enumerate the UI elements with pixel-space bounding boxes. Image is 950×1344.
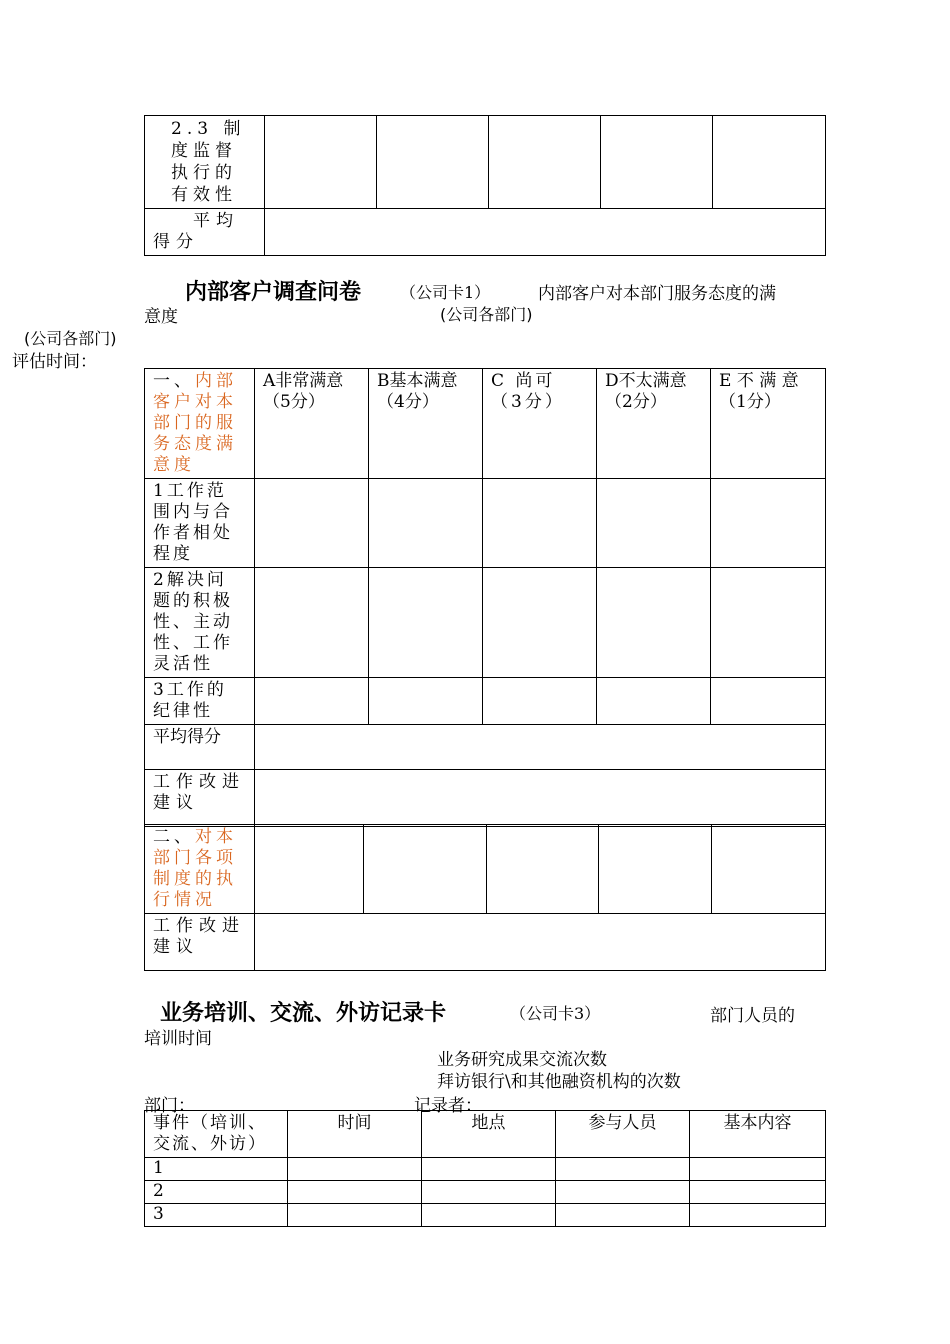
card3-dept-label: 部门： xyxy=(144,1096,195,1116)
option-c-header: C 尚可（3分） xyxy=(483,369,597,479)
row-label-average: 平均得分 xyxy=(145,209,265,256)
section2-prefix: 二、 xyxy=(153,827,195,847)
section1-header xyxy=(145,369,255,479)
section1-text: 内部客户对本部门的服务态度满意度 xyxy=(153,371,237,475)
col-header-event: 事件（培训、交流、外访） xyxy=(145,1111,288,1158)
score-cell[interactable] xyxy=(489,116,601,209)
section2-text: 对本部门各项制度的执行情况 xyxy=(153,827,237,910)
card3-title: 业务培训、交流、外访记录卡 xyxy=(160,1001,447,1026)
card3-line2: 业务研究成果交流次数 xyxy=(437,1050,607,1070)
row-number: 2 xyxy=(145,1181,288,1204)
rating-cell[interactable] xyxy=(369,568,483,678)
record-cell[interactable] xyxy=(422,1181,556,1204)
rating-cell[interactable] xyxy=(255,479,369,568)
suggestion-cell[interactable] xyxy=(255,914,826,971)
score-cell[interactable] xyxy=(601,116,713,209)
card3-line3: 拜访银行\和其他融资机构的次数 xyxy=(437,1072,681,1092)
row-number: 3 xyxy=(145,1204,288,1227)
record-cell[interactable] xyxy=(556,1204,690,1227)
card1-title: 内部客户调查问卷 xyxy=(185,280,362,305)
rating-cell[interactable] xyxy=(364,825,487,914)
rating-cell[interactable] xyxy=(483,678,597,725)
row-label-system-supervision: 2.3 制度监督执行的有效性 xyxy=(145,116,265,209)
option-b-header: B基本满意（4分） xyxy=(369,369,483,479)
record-cell[interactable] xyxy=(690,1181,826,1204)
record-cell[interactable] xyxy=(690,1204,826,1227)
col-header-participants: 参与人员 xyxy=(556,1111,690,1158)
table-row xyxy=(145,1204,826,1227)
average-score-cell[interactable] xyxy=(255,725,826,770)
card3-line1a: 部门人员的 xyxy=(710,1006,795,1026)
rating-cell[interactable] xyxy=(487,825,599,914)
card1-eval-time: 评估时间： xyxy=(12,352,97,372)
rating-cell[interactable] xyxy=(712,825,826,914)
option-d-header: D不太满意（2分） xyxy=(597,369,711,479)
table-row xyxy=(145,1181,826,1204)
record-cell[interactable] xyxy=(556,1158,690,1181)
rating-cell[interactable] xyxy=(255,568,369,678)
rating-cell[interactable] xyxy=(597,479,711,568)
record-cell[interactable] xyxy=(288,1204,422,1227)
row-number: 1 xyxy=(145,1158,288,1181)
card1-subject: 内部客户对本部门服务态度的满 xyxy=(538,284,776,304)
criterion-row-label: 1工作范围内与合作者相处程度 xyxy=(145,479,255,568)
table-system-execution xyxy=(144,824,826,971)
record-cell[interactable] xyxy=(556,1181,690,1204)
card1-number: （公司卡1） xyxy=(400,283,491,302)
rating-cell[interactable] xyxy=(255,825,364,914)
rating-cell[interactable] xyxy=(369,678,483,725)
rating-cell[interactable] xyxy=(599,825,712,914)
card3-line1b: 培训时间 xyxy=(144,1029,212,1049)
suggestion-label: 工作改进建议 xyxy=(145,914,255,971)
card3-recorder-label: 记录者： xyxy=(414,1096,482,1116)
table-training-record xyxy=(144,1110,826,1227)
suggestion-cell[interactable] xyxy=(255,770,826,827)
table-row xyxy=(145,1158,826,1181)
col-header-location: 地点 xyxy=(422,1111,556,1158)
average-score-label: 平均得分 xyxy=(145,725,255,770)
card3-number: （公司卡3） xyxy=(510,1004,601,1023)
table-system-effectiveness xyxy=(144,115,826,256)
rating-cell[interactable] xyxy=(711,479,826,568)
rating-cell[interactable] xyxy=(597,568,711,678)
average-score-cell[interactable] xyxy=(265,209,826,256)
section1-prefix: 一、 xyxy=(153,371,195,391)
rating-cell[interactable] xyxy=(369,479,483,568)
card1-subject-cont: 意度 xyxy=(144,307,178,327)
score-cell[interactable] xyxy=(265,116,377,209)
card1-dept-left: (公司各部门) xyxy=(24,329,117,348)
option-a-header: A非常满意（5分） xyxy=(255,369,369,479)
rating-cell[interactable] xyxy=(711,568,826,678)
section2-header xyxy=(145,825,255,914)
record-cell[interactable] xyxy=(288,1158,422,1181)
rating-cell[interactable] xyxy=(711,678,826,725)
option-e-header: E 不 满 意（1分） xyxy=(711,369,826,479)
record-cell[interactable] xyxy=(422,1158,556,1181)
score-cell[interactable] xyxy=(377,116,489,209)
criterion-row-label: 3工作的纪律性 xyxy=(145,678,255,725)
criterion-row-label: 2解决问题的积极性、主动性、工作灵活性 xyxy=(145,568,255,678)
record-cell[interactable] xyxy=(422,1204,556,1227)
card1-dept-right: (公司各部门) xyxy=(440,305,533,324)
score-cell[interactable] xyxy=(713,116,826,209)
rating-cell[interactable] xyxy=(255,678,369,725)
col-header-content: 基本内容 xyxy=(690,1111,826,1158)
rating-cell[interactable] xyxy=(483,568,597,678)
rating-cell[interactable] xyxy=(483,479,597,568)
record-cell[interactable] xyxy=(690,1158,826,1181)
rating-cell[interactable] xyxy=(597,678,711,725)
record-cell[interactable] xyxy=(288,1181,422,1204)
col-header-time: 时间 xyxy=(288,1111,422,1158)
suggestion-label: 工作改进建议 xyxy=(145,770,255,827)
table-customer-survey xyxy=(144,368,826,827)
